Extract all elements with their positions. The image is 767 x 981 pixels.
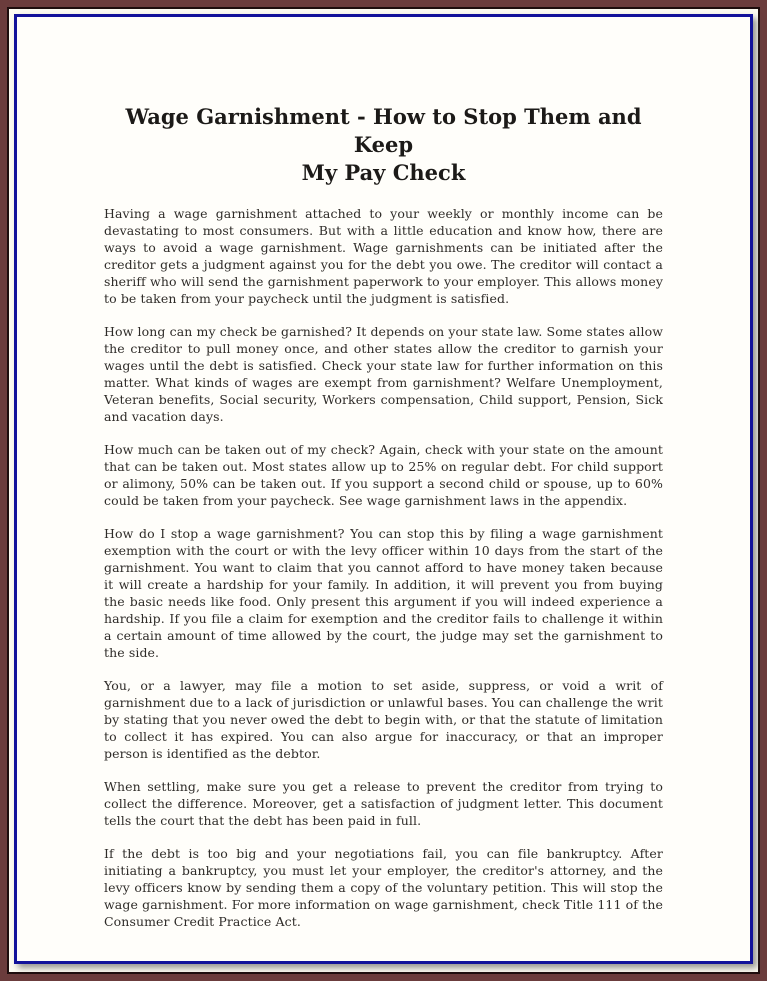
paragraph-how-much: How much can be taken out of my check? Again, check with your state on the amount that can be taken out. Most states allow up to 25% on regular debt. For child support or alimony, 50% can be taken out. If you support a second child or spouse, up to 60% could be taken from your paycheck. See wage garnishment laws in the appendix. xyxy=(104,442,663,508)
paragraph-how-to-stop: How do I stop a wage garnishment? You can stop this by filing a wage garnishment exemption with the court or with the levy officer within 10 days from the start of the garnishment. You want to claim that you cannot afford to have money taken because it will create a hardship for your family. In addition, it will prevent you from buying the basic needs like food. Only present this argument if you will indeed experience a hardship. If you file a claim for exemption and the creditor fails to challenge it within a certain amount of time allowed by the court, the judge may set the garnishment to the side. xyxy=(104,526,663,660)
page-title-line-1: Wage Garnishment - How to Stop Them and Keep xyxy=(125,104,642,157)
paragraph-motion: You, or a lawyer, may file a motion to set aside, suppress, or void a writ of garnishment due to a lack of jurisdiction or unlawful bases. You can challenge the writ by stating that you never owed the debt to begin with, or that the statute of limitation to collect it has expired. You can also argue for inaccuracy, or that an improper person is identified as the debtor. xyxy=(104,678,663,761)
paragraph-intro: Having a wage garnishment attached to your weekly or monthly income can be devastating to most consumers. But with a little education and know how, there are ways to avoid a wage garnishment. Wage garnishments can be initiated after the creditor gets a judgment against you for the debt you owe. The creditor will contact a sheriff who will send the garnishment paperwork to your employer. This allows money to be taken from your paycheck until the judgment is satisfied. xyxy=(104,206,663,306)
document-body xyxy=(104,205,663,930)
page-title xyxy=(104,103,663,187)
page-title-line-2: My Pay Check xyxy=(301,160,466,185)
paragraph-how-long: How long can my check be garnished? It depends on your state law. Some states allow the creditor to pull money once, and other states allow the creditor to garnish your wages until the debt is satisfied. Check your state law for further information on this matter. What kinds of wages are exempt from garnishment? Welfare Unemployment, Veteran benefits, Social security, Workers compensation, Child support, Pension, Sick and vacation days. xyxy=(104,324,663,424)
paragraph-bankruptcy: If the debt is too big and your negotiations fail, you can file bankruptcy. After initiating a bankruptcy, you must let your employer, the creditor's attorney, and the levy officers know by sending them a copy of the voluntary petition. This will stop the wage garnishment. For more information on wage garnishment, check Title 111 of the Consumer Credit Practice Act. xyxy=(104,846,663,929)
document-content xyxy=(17,17,750,930)
paragraph-settling: When settling, make sure you get a release to prevent the creditor from trying to collect the difference. Moreover, get a satisfaction of judgment letter. This document tells the court that the debt has been paid in full. xyxy=(104,779,663,828)
blue-bordered-paper xyxy=(14,14,753,964)
